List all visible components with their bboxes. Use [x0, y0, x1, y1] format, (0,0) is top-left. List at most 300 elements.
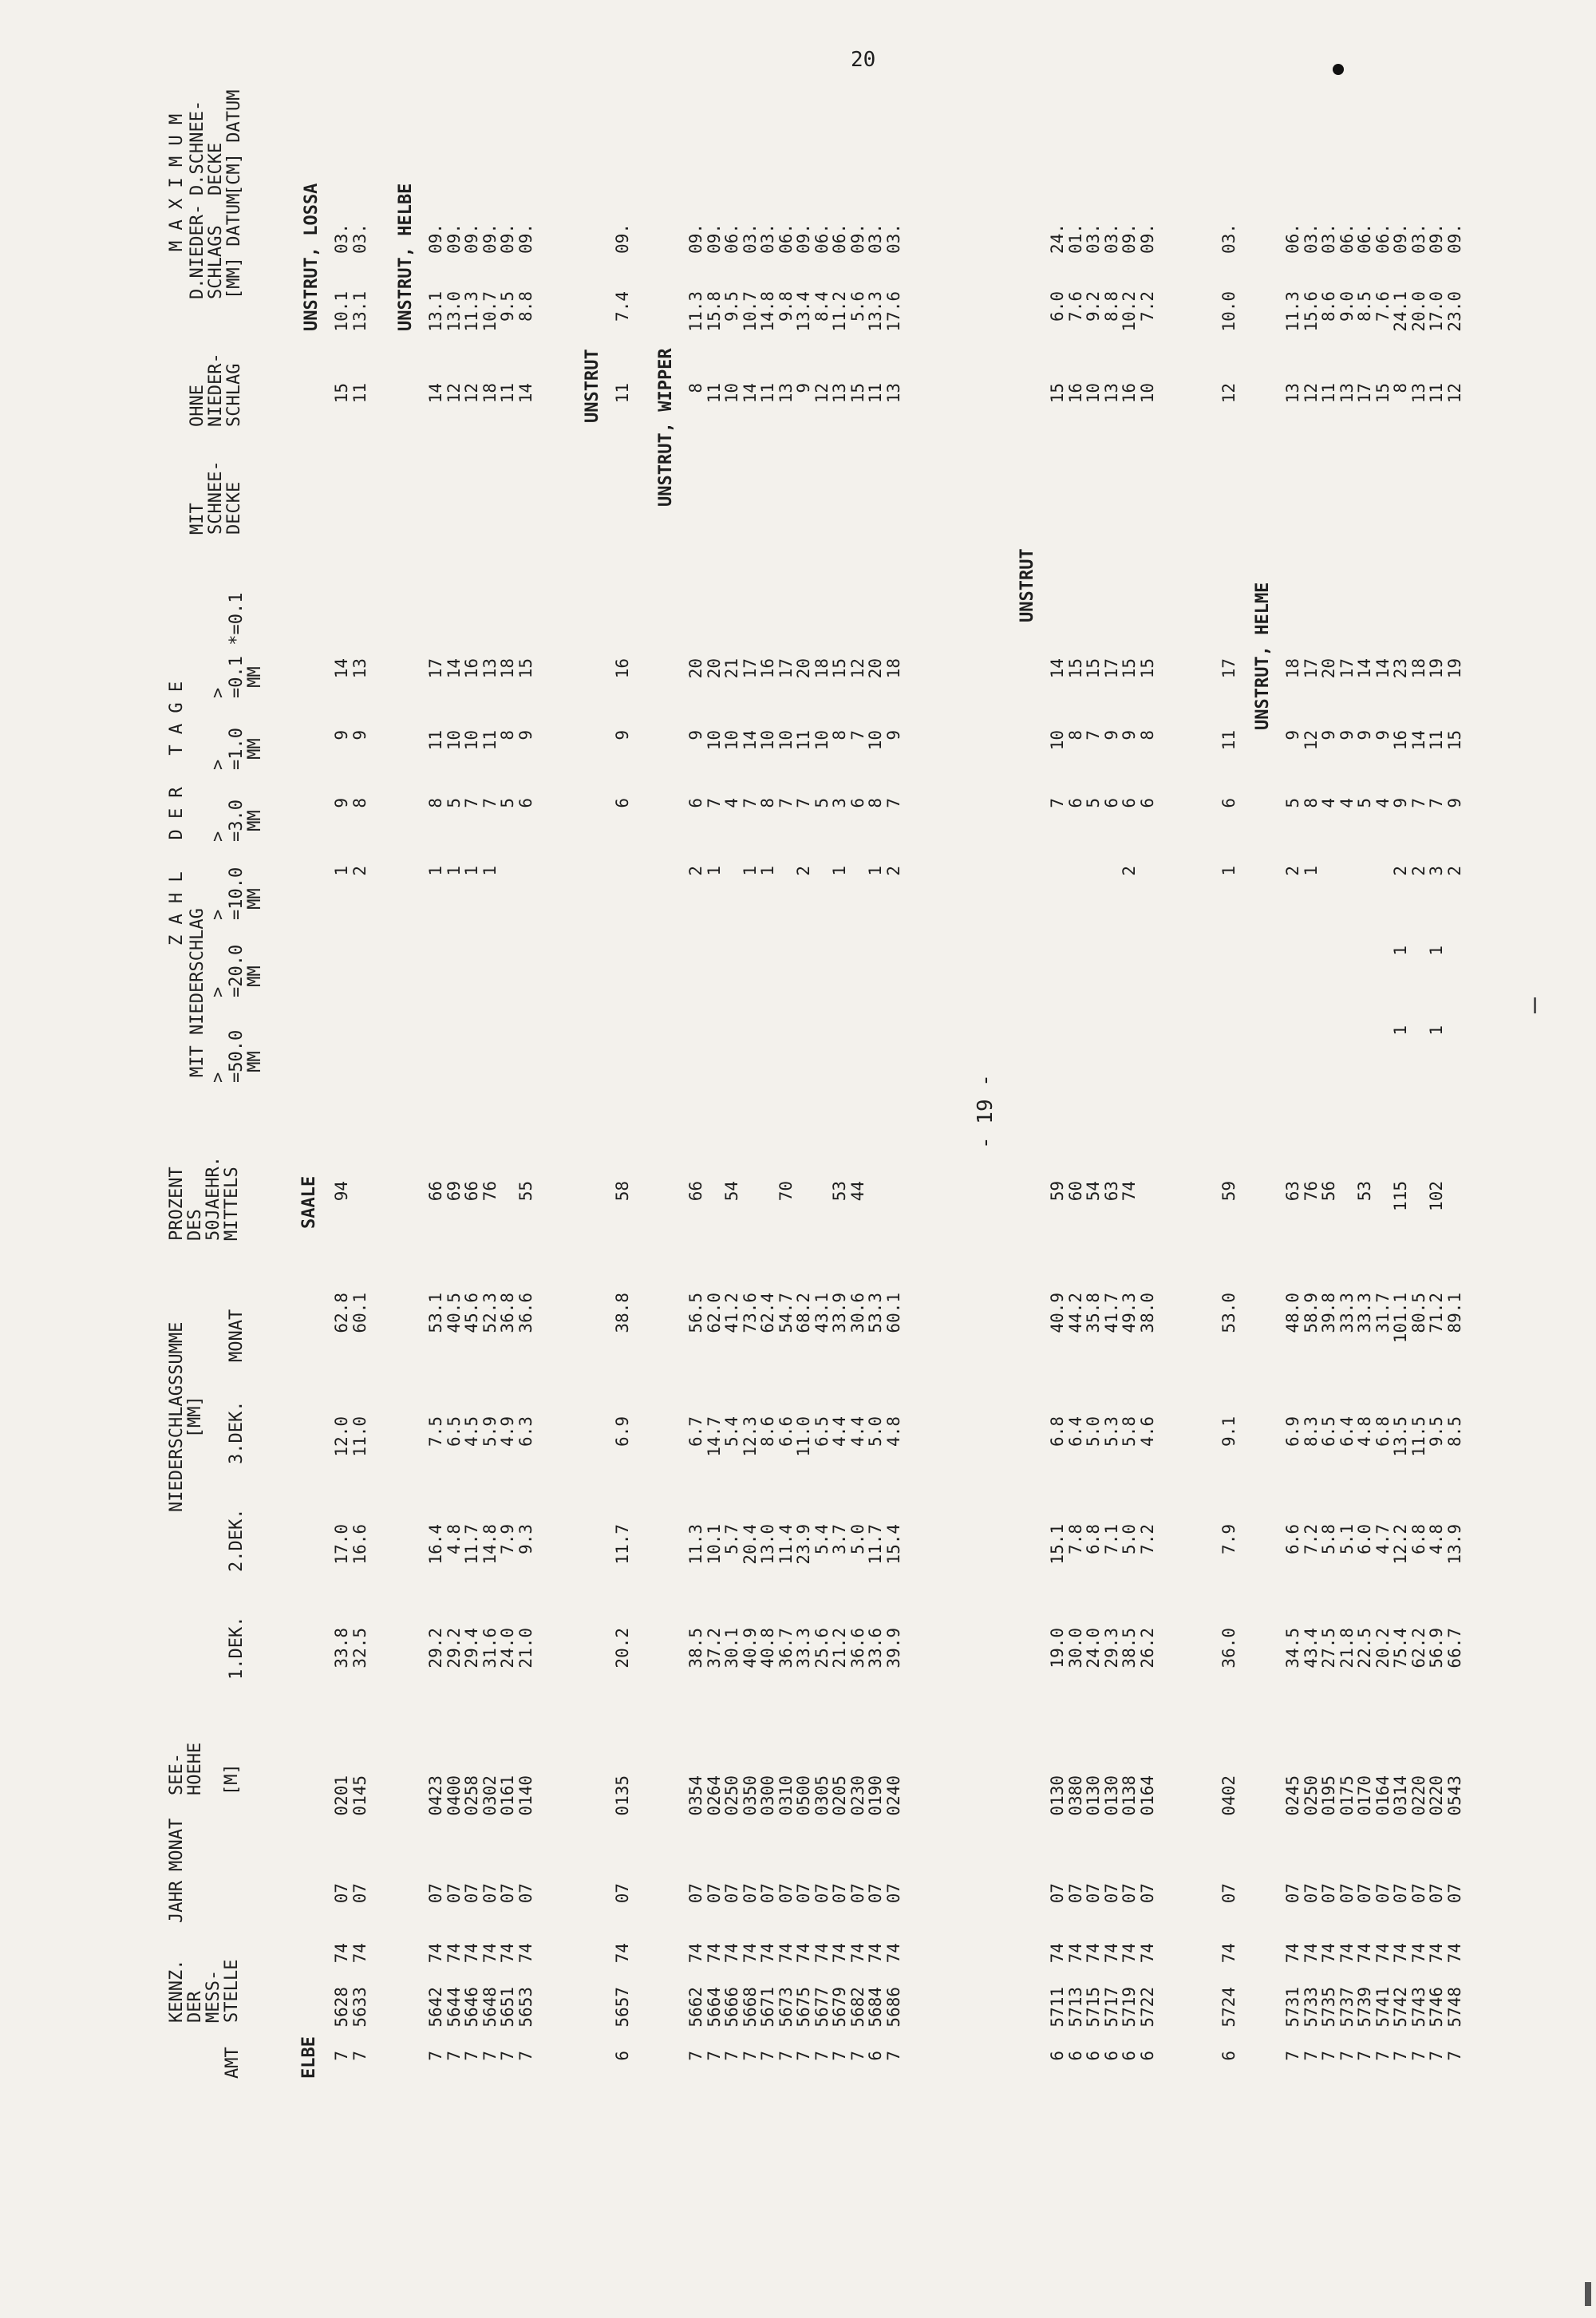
- table-cell-t01: 17: [740, 658, 760, 679]
- table-cell-ohne: 14: [740, 383, 760, 404]
- table-cell-t10: 1: [444, 866, 464, 876]
- table-cell-maxn: 13.4: [794, 291, 813, 332]
- table-cell-d2: 13.0: [758, 1524, 777, 1565]
- table-cell-d1: 29.2: [426, 1628, 445, 1668]
- table-cell-t3: 4: [1337, 798, 1357, 808]
- table-cell-jahr: 74: [1120, 1943, 1139, 1964]
- table-cell-d3: 5.3: [1101, 1416, 1121, 1447]
- table-cell-jahr: 74: [740, 1943, 760, 1964]
- table-cell-t1: 8: [498, 730, 517, 740]
- table-cell-d3: 4.5: [462, 1416, 481, 1447]
- table-cell-proz: 63: [1101, 1181, 1121, 1202]
- table-cell-mon: 40.5: [444, 1293, 464, 1333]
- table-cell-dat: 06.: [722, 223, 741, 254]
- table-cell-ohne: 10: [1084, 383, 1103, 404]
- table-cell-monat: 07: [1065, 1883, 1085, 1904]
- table-cell-ohne: 12: [1301, 383, 1321, 404]
- table-cell-dat: 06.: [1355, 223, 1374, 254]
- table-cell-mon: 39.8: [1319, 1293, 1338, 1333]
- table-cell-t1: 9: [1120, 730, 1139, 740]
- table-cell-dat: 09.: [480, 223, 500, 254]
- table-cell-d2: 20.4: [740, 1524, 760, 1565]
- table-cell-maxn: 24.1: [1391, 291, 1410, 332]
- table-cell-d1: 24.0: [1084, 1628, 1103, 1668]
- page-number-center: - 19 -: [974, 1074, 998, 1149]
- table-cell-mon: 80.5: [1408, 1293, 1428, 1333]
- table-cell-jahr: 74: [1444, 1943, 1464, 1964]
- table-cell-ohne: 13: [830, 383, 849, 404]
- table-cell-monat: 07: [812, 1883, 832, 1904]
- table-cell-jahr: 74: [1301, 1943, 1321, 1964]
- table-cell-t1: 11: [1427, 730, 1446, 751]
- table-cell-d3: 14.7: [704, 1416, 724, 1457]
- table-cell-jahr: 74: [1283, 1943, 1302, 1964]
- table-cell-dat: 03.: [1319, 223, 1338, 254]
- table-cell-jahr: 74: [1101, 1943, 1121, 1964]
- table-cell-ohne: 11: [498, 383, 517, 404]
- table-cell-d2: 5.7: [722, 1524, 741, 1554]
- table-cell-maxn: 10.2: [1120, 291, 1139, 332]
- table-cell-t01: 15: [830, 658, 849, 679]
- river-label: UNSTRUT, HELME: [1253, 582, 1273, 730]
- table-cell-d1: 20.2: [613, 1628, 632, 1668]
- table-cell-maxn: 9.8: [776, 291, 796, 322]
- river-label: UNSTRUT, LOSSA: [302, 183, 322, 331]
- table-cell-kennz: 5717: [1101, 1987, 1121, 2028]
- table-cell-dat: 03.: [883, 223, 903, 254]
- table-cell-t1: 10: [866, 730, 885, 751]
- table-cell-d2: 5.0: [847, 1524, 867, 1554]
- table-cell-t01: 17: [1101, 658, 1121, 679]
- table-cell-d2: 15.4: [883, 1524, 903, 1565]
- table-cell-t1: 10: [1048, 730, 1067, 751]
- table-cell-kennz: 5633: [350, 1987, 369, 2028]
- table-cell-d1: 21.2: [830, 1628, 849, 1668]
- table-cell-kennz: 5746: [1427, 1987, 1446, 2028]
- table-cell-mon: 62.0: [704, 1293, 724, 1333]
- table-cell-jahr: 74: [1337, 1943, 1357, 1964]
- table-cell-kennz: 5733: [1301, 1987, 1321, 2028]
- table-cell-mon: 40.9: [1048, 1293, 1067, 1333]
- table-cell-mon: 35.8: [1084, 1293, 1103, 1333]
- table-cell-t10: 1: [758, 866, 777, 876]
- header-ge-01: > =0.1 *=0.1 MM: [208, 592, 265, 698]
- river-label: UNSTRUT: [583, 349, 602, 423]
- table-cell-t3: 4: [722, 798, 741, 808]
- table-cell-monat: 07: [794, 1883, 813, 1904]
- table-cell-monat: 07: [1120, 1883, 1139, 1904]
- table-cell-d1: 30.1: [722, 1628, 741, 1668]
- table-cell-proz: 60: [1065, 1181, 1085, 1202]
- table-cell-amt: 7: [332, 2051, 351, 2061]
- table-cell-d3: 4.4: [830, 1416, 849, 1447]
- table-cell-ohne: 11: [1319, 383, 1338, 404]
- table-cell-jahr: 74: [1219, 1943, 1238, 1964]
- table-cell-t01: 14: [1355, 658, 1374, 679]
- table-cell-d2: 7.9: [498, 1524, 517, 1554]
- table-cell-t3: 7: [480, 798, 500, 808]
- table-cell-d1: 30.0: [1065, 1628, 1085, 1668]
- table-cell-kennz: 5662: [686, 1987, 705, 2028]
- table-cell-maxn: 15.6: [1301, 291, 1321, 332]
- table-cell-maxn: 9.0: [1337, 291, 1357, 322]
- table-cell-maxn: 8.6: [1319, 291, 1338, 322]
- table-cell-t01: 14: [1373, 658, 1393, 679]
- table-cell-t1: 9: [1373, 730, 1393, 740]
- table-cell-jahr: 74: [866, 1943, 885, 1964]
- table-cell-d2: 11.7: [462, 1524, 481, 1565]
- table-cell-t10: 1: [740, 866, 760, 876]
- table-cell-proz: 69: [444, 1181, 464, 1202]
- table-cell-d2: 11.3: [686, 1524, 705, 1565]
- table-cell-monat: 07: [1301, 1883, 1321, 1904]
- table-cell-t3: 8: [866, 798, 885, 808]
- table-cell-t3: 9: [1391, 798, 1410, 808]
- table-cell-t3: 6: [1219, 798, 1238, 808]
- table-cell-see: 0201: [332, 1775, 351, 1816]
- table-cell-maxn: 7.6: [1065, 291, 1085, 322]
- table-cell-t01: 18: [498, 658, 517, 679]
- table-cell-jahr: 74: [1408, 1943, 1428, 1964]
- table-cell-mon: 71.2: [1427, 1293, 1446, 1333]
- table-cell-t01: 20: [686, 658, 705, 679]
- table-cell-monat: 07: [1283, 1883, 1302, 1904]
- table-cell-jahr: 74: [686, 1943, 705, 1964]
- table-cell-t1: 9: [613, 730, 632, 740]
- table-cell-proz: 102: [1427, 1181, 1446, 1211]
- table-cell-d3: 4.8: [1355, 1416, 1374, 1447]
- table-cell-monat: 07: [480, 1883, 500, 1904]
- table-cell-t01: 15: [1120, 658, 1139, 679]
- table-cell-kennz: 5664: [704, 1987, 724, 2028]
- river-label: UNSTRUT, HELBE: [396, 183, 416, 331]
- table-cell-kennz: 5671: [758, 1987, 777, 2028]
- table-cell-d2: 23.9: [794, 1524, 813, 1565]
- header-mit-niederschlag: MIT NIEDERSCHLAG: [188, 908, 207, 1077]
- table-cell-d2: 6.6: [1283, 1524, 1302, 1554]
- table-cell-ohne: 8: [686, 383, 705, 393]
- table-cell-jahr: 74: [722, 1943, 741, 1964]
- table-cell-mon: 58.9: [1301, 1293, 1321, 1333]
- table-cell-d2: 6.8: [1408, 1524, 1428, 1554]
- table-cell-t1: 11: [1219, 730, 1238, 751]
- table-cell-d3: 5.8: [1120, 1416, 1139, 1447]
- table-cell-amt: 7: [498, 2051, 517, 2061]
- table-cell-kennz: 5739: [1355, 1987, 1374, 2028]
- table-cell-d1: 21.0: [516, 1628, 535, 1668]
- table-cell-dat: 09.: [444, 223, 464, 254]
- table-cell-t10: 3: [1427, 866, 1446, 876]
- table-cell-kennz: 5657: [613, 1987, 632, 2028]
- table-cell-jahr: 74: [1065, 1943, 1085, 1964]
- table-cell-mon: 41.7: [1101, 1293, 1121, 1333]
- table-cell-dat: 09.: [613, 223, 632, 254]
- header-ge-50: > =50.0 MM: [208, 1029, 265, 1083]
- table-cell-maxn: 15.8: [704, 291, 724, 332]
- table-cell-t01: 21: [722, 658, 741, 679]
- table-cell-t1: 15: [1444, 730, 1464, 751]
- table-cell-kennz: 5715: [1084, 1987, 1103, 2028]
- table-cell-t3: 7: [776, 798, 796, 808]
- table-cell-dat: 06.: [776, 223, 796, 254]
- table-cell-d3: 4.9: [498, 1416, 517, 1447]
- table-cell-d3: 13.5: [1391, 1416, 1410, 1457]
- table-cell-ohne: 12: [462, 383, 481, 404]
- table-cell-d3: 6.4: [1065, 1416, 1085, 1447]
- table-cell-d1: 29.3: [1101, 1628, 1121, 1668]
- table-cell-d3: 5.4: [722, 1416, 741, 1447]
- table-cell-ohne: 11: [704, 383, 724, 404]
- header-kennz: KENNZ. DER MESS- STELLE: [167, 1959, 242, 2023]
- table-cell-amt: 7: [1337, 2051, 1357, 2061]
- table-cell-d1: 36.6: [847, 1628, 867, 1668]
- table-cell-d1: 40.8: [758, 1628, 777, 1668]
- table-cell-monat: 07: [1319, 1883, 1338, 1904]
- table-cell-see: 0310: [776, 1775, 796, 1816]
- table-cell-t10: 1: [866, 866, 885, 876]
- table-cell-monat: 07: [332, 1883, 351, 1904]
- table-cell-mon: 48.0: [1283, 1293, 1302, 1333]
- table-cell-proz: 66: [462, 1181, 481, 1202]
- table-cell-t01: 15: [1084, 658, 1103, 679]
- table-cell-kennz: 5677: [812, 1987, 832, 2028]
- table-cell-see: 0170: [1355, 1775, 1374, 1816]
- table-cell-proz: 94: [332, 1181, 351, 1202]
- table-cell-t01: 13: [480, 658, 500, 679]
- table-cell-d3: 6.5: [444, 1416, 464, 1447]
- table-cell-see: 0140: [516, 1775, 535, 1816]
- table-cell-t1: 10: [444, 730, 464, 751]
- header-jahr: JAHR: [167, 1881, 187, 1923]
- table-cell-jahr: 74: [794, 1943, 813, 1964]
- table-cell-amt: 7: [1319, 2051, 1338, 2061]
- table-cell-jahr: 74: [462, 1943, 481, 1964]
- table-cell-d2: 7.1: [1101, 1524, 1121, 1554]
- table-cell-t10: 2: [1444, 866, 1464, 876]
- table-cell-see: 0220: [1427, 1775, 1446, 1816]
- table-cell-maxn: 8.8: [1101, 291, 1121, 322]
- table-cell-amt: 6: [1137, 2051, 1157, 2061]
- table-cell-ohne: 13: [1101, 383, 1121, 404]
- table-cell-t1: 9: [1283, 730, 1302, 740]
- table-cell-t3: 7: [740, 798, 760, 808]
- table-cell-monat: 07: [1137, 1883, 1157, 1904]
- table-cell-dat: 09.: [462, 223, 481, 254]
- table-cell-d1: 34.5: [1283, 1628, 1302, 1668]
- table-cell-maxn: 13.1: [426, 291, 445, 332]
- table-cell-proz: 66: [426, 1181, 445, 1202]
- table-cell-t10: 1: [332, 866, 351, 876]
- table-cell-proz: 63: [1283, 1181, 1302, 1202]
- table-cell-dat: 09.: [1137, 223, 1157, 254]
- table-cell-t3: 9: [332, 798, 351, 808]
- table-cell-maxn: 8.4: [812, 291, 832, 322]
- table-cell-amt: 7: [1355, 2051, 1374, 2061]
- table-cell-d2: 4.7: [1373, 1524, 1393, 1554]
- table-cell-ohne: 9: [794, 383, 813, 393]
- table-cell-kennz: 5737: [1337, 1987, 1357, 2028]
- table-cell-maxn: 13.0: [444, 291, 464, 332]
- table-cell-d2: 11.4: [776, 1524, 796, 1565]
- table-cell-jahr: 74: [1319, 1943, 1338, 1964]
- table-cell-t10: 1: [1219, 866, 1238, 876]
- table-cell-d3: 8.5: [1444, 1416, 1464, 1447]
- table-cell-amt: 7: [426, 2051, 445, 2061]
- table-cell-maxn: 10.7: [740, 291, 760, 332]
- table-cell-see: 0264: [704, 1775, 724, 1816]
- table-cell-maxn: 10.0: [1219, 291, 1238, 332]
- table-cell-d1: 20.2: [1373, 1628, 1393, 1668]
- table-cell-d1: 21.8: [1337, 1628, 1357, 1668]
- table-cell-amt: 7: [444, 2051, 464, 2061]
- table-cell-d2: 15.1: [1048, 1524, 1067, 1565]
- table-cell-d1: 32.5: [350, 1628, 369, 1668]
- basin-label-elbe: ELBE: [299, 2036, 319, 2079]
- table-cell-t01: 20: [866, 658, 885, 679]
- table-cell-kennz: 5679: [830, 1987, 849, 2028]
- header-max-schneedecke: D.SCHNEE- DECKE [CM] DATUM: [188, 89, 244, 195]
- table-cell-monat: 07: [866, 1883, 885, 1904]
- table-cell-kennz: 5713: [1065, 1987, 1085, 2028]
- table-cell-amt: 6: [1120, 2051, 1139, 2061]
- table-cell-d1: 22.5: [1355, 1628, 1374, 1668]
- table-cell-maxn: 13.1: [350, 291, 369, 332]
- table-cell-d3: 6.5: [1319, 1416, 1338, 1447]
- table-cell-maxn: 7.6: [1373, 291, 1393, 322]
- table-cell-monat: 07: [686, 1883, 705, 1904]
- table-cell-ohne: 15: [847, 383, 867, 404]
- table-cell-t3: 3: [830, 798, 849, 808]
- table-cell-t1: 11: [794, 730, 813, 751]
- table-cell-t1: 14: [1408, 730, 1428, 751]
- table-cell-t1: 7: [847, 730, 867, 740]
- table-cell-d2: 3.7: [830, 1524, 849, 1554]
- table-cell-t1: 11: [480, 730, 500, 751]
- table-cell-kennz: 5675: [794, 1987, 813, 2028]
- table-cell-jahr: 74: [1373, 1943, 1393, 1964]
- table-cell-amt: 6: [1065, 2051, 1085, 2061]
- table-cell-t01: 18: [1408, 658, 1428, 679]
- table-cell-d1: 29.4: [462, 1628, 481, 1668]
- table-cell-amt: 7: [794, 2051, 813, 2061]
- table-cell-d3: 12.3: [740, 1416, 760, 1457]
- table-cell-t3: 7: [704, 798, 724, 808]
- table-cell-proz: 70: [776, 1181, 796, 1202]
- table-cell-dat: 06.: [830, 223, 849, 254]
- table-cell-kennz: 5735: [1319, 1987, 1338, 2028]
- table-cell-d2: 7.2: [1301, 1524, 1321, 1554]
- table-cell-t3: 7: [794, 798, 813, 808]
- table-cell-kennz: 5668: [740, 1987, 760, 2028]
- table-cell-kennz: 5673: [776, 1987, 796, 2028]
- table-cell-mon: 30.6: [847, 1293, 867, 1333]
- table-cell-see: 0314: [1391, 1775, 1410, 1816]
- table-cell-amt: 7: [686, 2051, 705, 2061]
- table-cell-amt: 7: [516, 2051, 535, 2061]
- table-cell-mon: 68.2: [794, 1293, 813, 1333]
- table-cell-amt: 6: [1084, 2051, 1103, 2061]
- table-cell-amt: 7: [462, 2051, 481, 2061]
- table-cell-t3: 6: [1120, 798, 1139, 808]
- table-cell-t1: 7: [1084, 730, 1103, 740]
- table-cell-t3: 6: [686, 798, 705, 808]
- table-cell-see: 0500: [794, 1775, 813, 1816]
- table-cell-proz: 53: [830, 1181, 849, 1202]
- table-cell-amt: 6: [1048, 2051, 1067, 2061]
- table-cell-kennz: 5651: [498, 1987, 517, 2028]
- table-cell-ohne: 11: [758, 383, 777, 404]
- table-cell-d2: 12.2: [1391, 1524, 1410, 1565]
- table-cell-t3: 8: [426, 798, 445, 808]
- table-cell-d1: 62.2: [1408, 1628, 1428, 1668]
- table-cell-kennz: 5682: [847, 1987, 867, 2028]
- table-cell-monat: 07: [1101, 1883, 1121, 1904]
- table-cell-monat: 07: [1355, 1883, 1374, 1904]
- table-cell-proz: 53: [1355, 1181, 1374, 1202]
- table-cell-proz: 66: [686, 1181, 705, 1202]
- table-cell-t10: 2: [350, 866, 369, 876]
- table-cell-mon: 45.6: [462, 1293, 481, 1333]
- table-cell-mon: 56.5: [686, 1293, 705, 1333]
- table-cell-mon: 54.7: [776, 1293, 796, 1333]
- table-cell-ohne: 17: [1355, 383, 1374, 404]
- table-cell-d1: 27.5: [1319, 1628, 1338, 1668]
- table-cell-t1: 10: [812, 730, 832, 751]
- table-cell-monat: 07: [462, 1883, 481, 1904]
- table-cell-d3: 6.8: [1373, 1416, 1393, 1447]
- header-prozent: PROZENT DES 50JAEHR. MITTELS: [167, 1156, 242, 1241]
- table-cell-t3: 8: [758, 798, 777, 808]
- table-cell-t3: 6: [1065, 798, 1085, 808]
- table-cell-dat: 09.: [516, 223, 535, 254]
- table-cell-dat: 09.: [426, 223, 445, 254]
- table-cell-dat: 09.: [1120, 223, 1139, 254]
- table-cell-t3: 5: [498, 798, 517, 808]
- table-cell-d2: 7.2: [1137, 1524, 1157, 1554]
- table-cell-t3: 7: [1408, 798, 1428, 808]
- table-cell-d3: 6.7: [686, 1416, 705, 1447]
- table-cell-see: 0380: [1065, 1775, 1085, 1816]
- table-cell-d3: 6.5: [812, 1416, 832, 1447]
- table-cell-maxn: 17.0: [1427, 291, 1446, 332]
- table-cell-amt: 7: [722, 2051, 741, 2061]
- table-cell-d1: 36.0: [1219, 1628, 1238, 1668]
- table-cell-d1: 56.9: [1427, 1628, 1446, 1668]
- table-cell-t1: 9: [332, 730, 351, 740]
- table-cell-amt: 7: [883, 2051, 903, 2061]
- river-label: UNSTRUT, WIPPER: [656, 348, 676, 507]
- table-cell-mon: 38.8: [613, 1293, 632, 1333]
- table-cell-d2: 7.8: [1065, 1524, 1085, 1554]
- table-cell-see: 0205: [830, 1775, 849, 1816]
- table-cell-jahr: 74: [498, 1943, 517, 1964]
- table-cell-ohne: 16: [1120, 383, 1139, 404]
- table-cell-ohne: 13: [1337, 383, 1357, 404]
- table-cell-proz: 58: [613, 1181, 632, 1202]
- table-cell-amt: 7: [740, 2051, 760, 2061]
- table-cell-d1: 66.7: [1444, 1628, 1464, 1668]
- table-cell-see: 0300: [758, 1775, 777, 1816]
- table-cell-monat: 07: [830, 1883, 849, 1904]
- table-cell-kennz: 5711: [1048, 1987, 1067, 2028]
- table-cell-amt: 7: [1408, 2051, 1428, 2061]
- table-cell-t10: 1: [480, 866, 500, 876]
- table-cell-d3: 5.0: [1084, 1416, 1103, 1447]
- table-cell-t01: 15: [1065, 658, 1085, 679]
- table-cell-dat: 09.: [1444, 223, 1464, 254]
- table-cell-jahr: 74: [613, 1943, 632, 1964]
- table-cell-d3: 5.9: [480, 1416, 500, 1447]
